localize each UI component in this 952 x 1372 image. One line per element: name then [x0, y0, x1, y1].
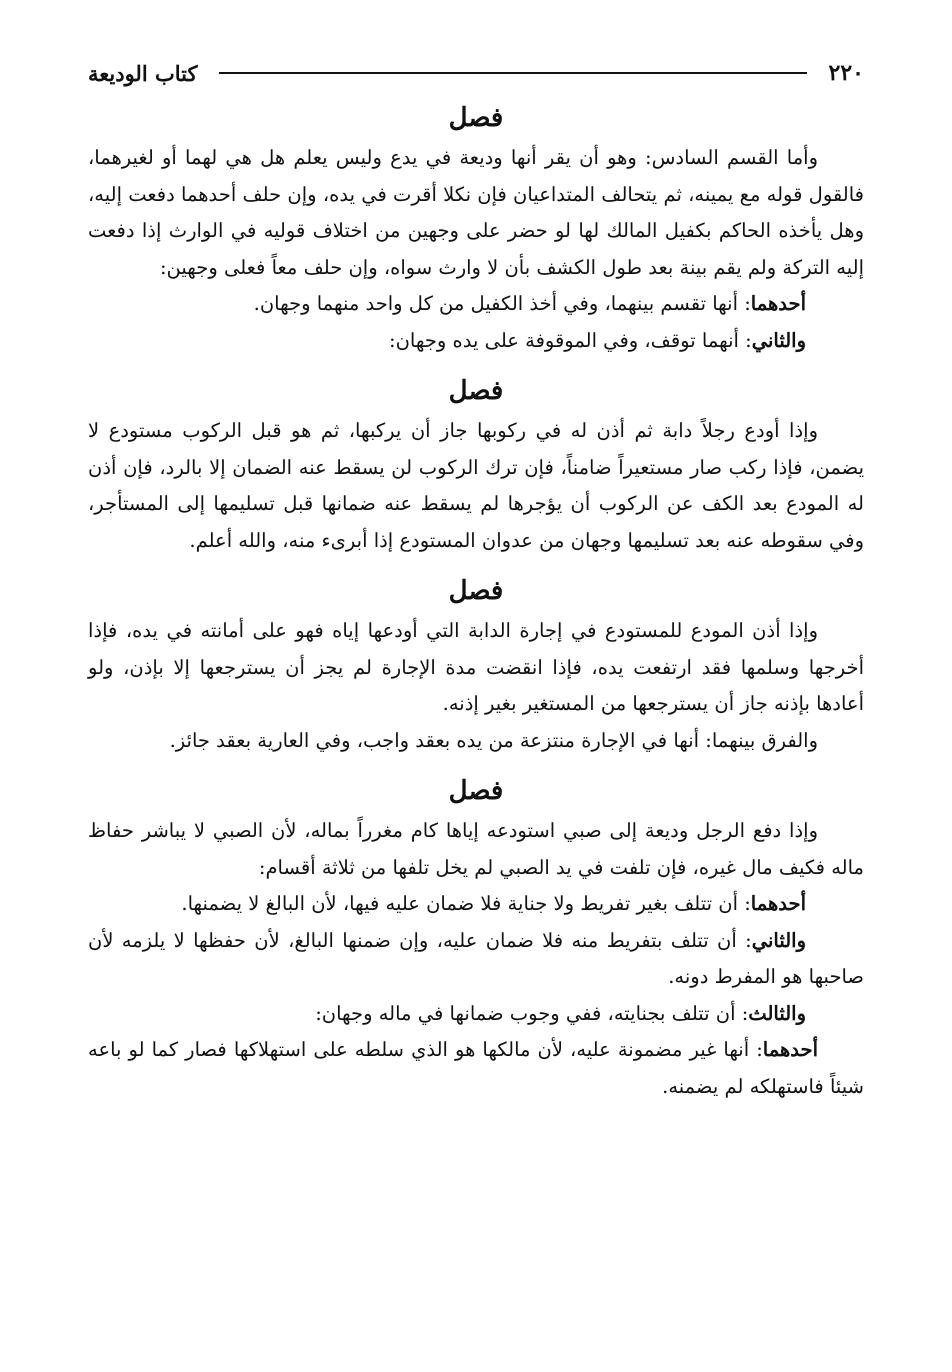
paragraph-text: وأما القسم السادس: وهو أن يقر أنها وديعة في يدع وليس يعلم هل هي لهما أو لغيرهما، فالقول قوله مع يمينه، ثم يتحالف المتداعيان فإن نكلا أقرت في يده، وإن حلف أحدهما دفعت إليه، وهل يأخذه الحاكم بكفيل المالك لها لو حضر على وجهين من اختلاف قوليه في الوارث إذا دفعت إليه التركة ولم يقم بينة بعد طول الكشف بأن لا وارث سواه، وإن حلف معاً فعلى وجهين: [88, 146, 864, 279]
item-text: : أنهما توقف، وفي الموقوفة على يده وجهان: [389, 328, 752, 352]
item-lead: والثالث [748, 1001, 806, 1025]
paragraph-text: وإذا دفع الرجل وديعة إلى صبي استودعه إياها كام مغرراً بماله، لأن الصبي لا يباشر حفاظ ماله فكيف مال غيره، فإن تلفت في يد الصبي لم يخل تلفها من ثلاثة أقسام: [88, 819, 864, 879]
paragraph-item [88, 886, 864, 923]
paragraph-item [88, 996, 864, 1033]
page-number: ٢٢٠ [828, 60, 864, 86]
paragraph [88, 613, 864, 723]
header-rule [219, 72, 806, 74]
section-title: فصل [448, 776, 504, 806]
paragraph-text: وإذا أودع رجلاً دابة ثم أذن له في ركوبها جاز أن يركبها، ثم هو قبل الركوب مستودع لا يضمن، فإذا ركب صار مستعيراً ضامناً، فإن ترك الركوب لن يسقط عنه الضمان إلا بالرد، فإن أذن له المودع بعد الكف عن الركوب أن يؤجرها لم يسقط عنه ضمانها قبل تسليمها إلى المستأجر، وفي سقوطه عنه بعد تسليمها وجهان من عدوان المستودع إذا أبرىء منه، والله أعلم. [88, 419, 864, 552]
book-title: كتاب الوديعة [88, 60, 198, 86]
paragraph [88, 413, 864, 559]
paragraph-item [88, 286, 864, 323]
page-body [88, 96, 864, 1105]
item-text: : أن تتلف بتفريط منه فلا ضمان عليه، وإن ضمنها البالغ، لأن حفظها لا يلزمه لأن صاحبها هو المفرط دونه. [88, 928, 864, 988]
item-lead: والثاني [751, 328, 806, 352]
item-text: : أنها تقسم بينهما، وفي أخذ الكفيل من كل واحد منهما وجهان. [253, 292, 751, 315]
running-header [88, 55, 864, 91]
paragraph [88, 723, 864, 760]
paragraph-item [88, 1032, 864, 1105]
section-title: فصل [448, 576, 504, 606]
item-lead: أحدهما [762, 1038, 818, 1061]
paragraph-text: والفرق بينهما: أنها في الإجارة منتزعة من يده بعقد واجب، وفي العارية بعقد جائز. [169, 728, 818, 752]
section-title: فصل [448, 103, 504, 133]
paragraph-item [88, 923, 864, 996]
paragraph [88, 140, 864, 286]
section-title: فصل [448, 376, 504, 406]
paragraph-text: وإذا أذن المودع للمستودع في إجارة الدابة التي أودعها إياه فهو على أمانته في يده، فإذا أخرجها وسلمها فقد ارتفعت يده، فإذا انقضت مدة الإجارة لم يجز أن يسترجعها إلا بإذن، ولو أعادها بإذنه جاز أن يسترجعها من المستغير بغير إذنه. [88, 619, 864, 715]
paragraph [88, 813, 864, 886]
item-lead: أحدهما [750, 292, 806, 315]
item-text: : أن تتلف بجنايته، ففي وجوب ضمانها في ماله وجهان: [315, 1001, 749, 1025]
item-text: : أنها غير مضمونة عليه، لأن مالكها هو الذي سلطه على استهلاكها فصار كما لو باعه شيئاً فاستهلكه لم يضمنه. [88, 1038, 864, 1098]
item-text: : أن تتلف بغير تفريط ولا جناية فلا ضمان عليه فيها، لأن البالغ لا يضمنها. [181, 892, 751, 915]
item-lead: أحدهما [750, 892, 806, 915]
paragraph-item [88, 323, 864, 360]
item-lead: والثاني [751, 928, 806, 952]
